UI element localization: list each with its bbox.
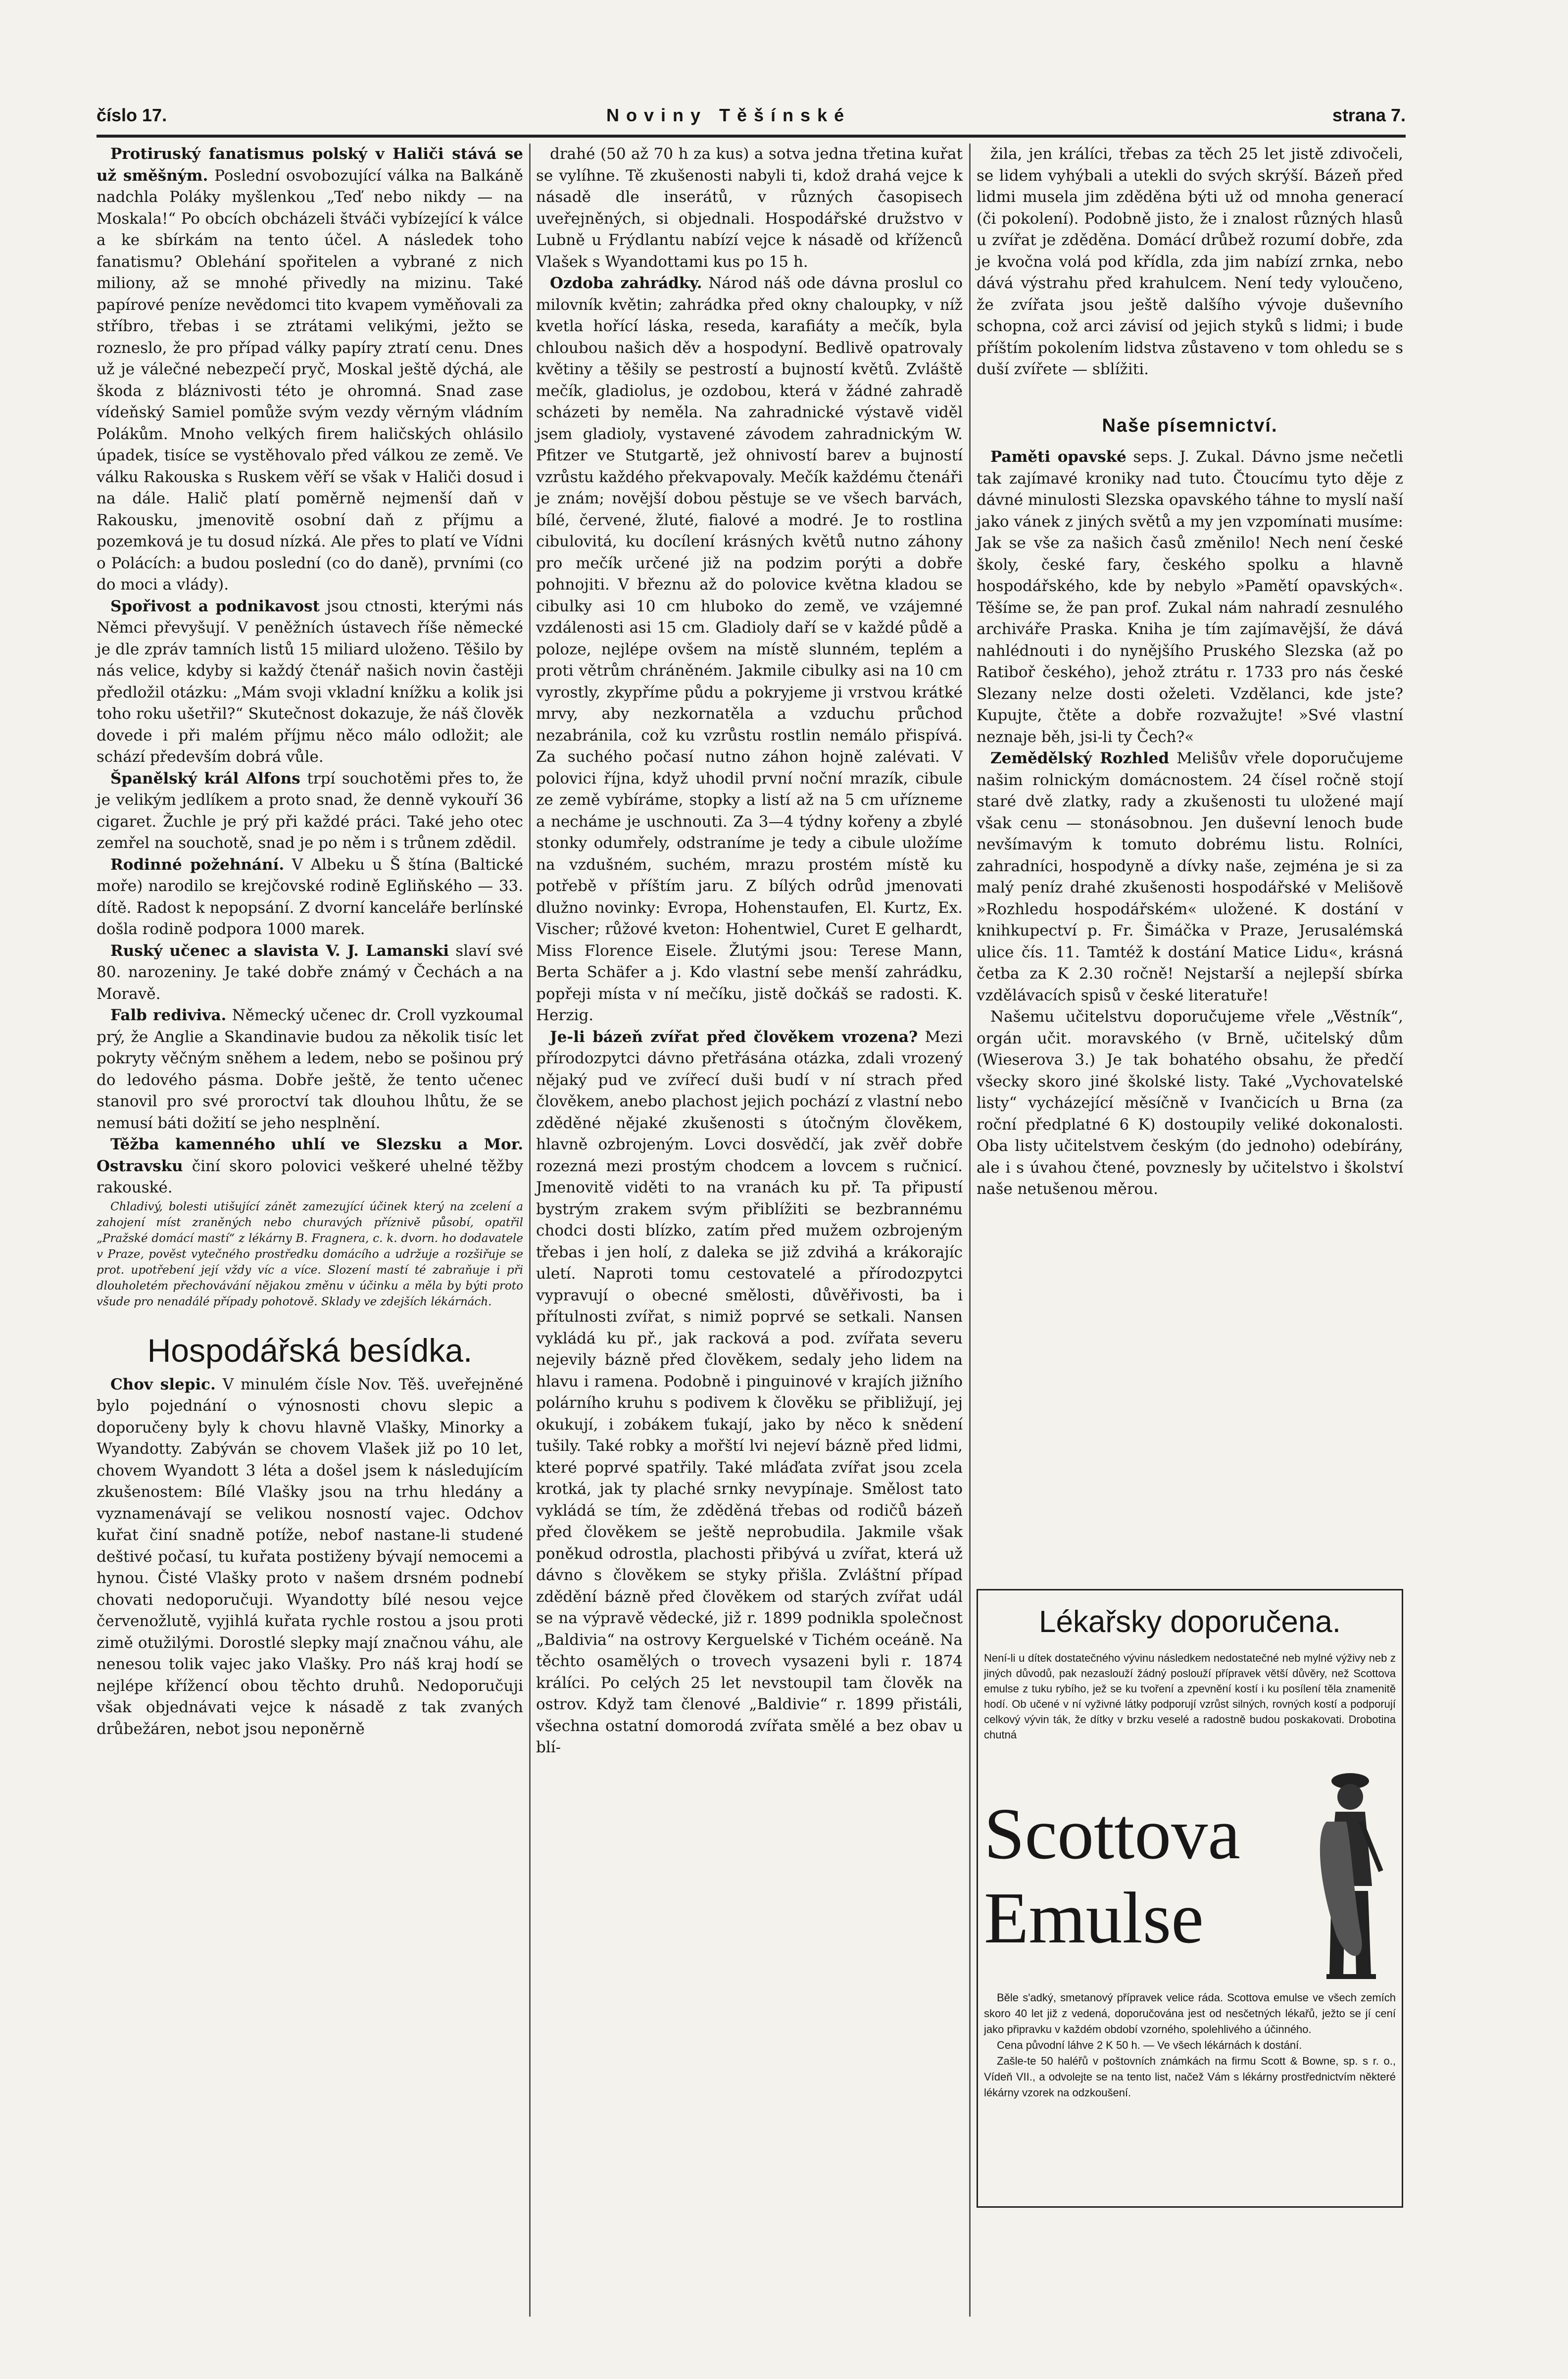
article-text: slaví své 80. narozeniny. Je také dobře známý v Čechách a na Moravě. [97,942,524,1003]
article-text: Melišův vřele doporučujeme našim rolnickým domácnostem. 24 čísel ročně stojí staré dvě zlatky, rady a zkušenosti tu uložené mají však cenu — stonásobnou. Jen duševní lenoch bude nevšímavým k tomuto dobrému listu. Rolníci, zahradníci, hospodyně a dívky naše, zejména je si za malý peníz drahé zkušenosti hospodářské v Melišově »Rozhledu hospodářském« uložené. K dostání v knihkupectví p. Fr. Šimáčka v Praze, Jerusalémská ulice čís. 11. Tamtéž k dostání Matice Lidu«, krásná četba za K 2.30 ročně! Nejstarší a nejlepší sbírka vzdělávacích spisů v české literatuře! [977,749,1403,1004]
article [977,446,1403,748]
header-rule [97,135,1406,138]
article-headline: Ozdoba zahrádky. [550,274,702,292]
article [97,854,523,941]
ad-title: Lékařsky doporučena. [1038,1605,1341,1639]
article [97,768,523,854]
article-headline: Spořivost a podnikavost [110,597,320,615]
article [97,144,523,596]
ad-paragraph: Běle s'adký, smetanový přípravek velice ráda. Scottova emulse ve všech zemích skoro 40 let již z vedená, doporučována jest od nesčetných lékařů, ježto se jí cení jako připravku v každém období vzorného, spolehlivého a účinného. [984,1991,1396,2035]
column-2 [536,144,963,1759]
ad-price: Cena původní láhve 2 K 50 h. — Ve všech lékárnách k dostání. [997,2039,1302,2051]
article [97,1134,523,1199]
advertisement-box [977,1589,1403,2208]
article-text: V Albeku u Š štína (Baltické moře) narodilo se krejčovské rodině Egliňského — 33. dítě. Radost k nepopsání. Z dvorní kanceláře berlínské došla rodině podpora 1000 marek. [97,855,524,938]
article-headline: Rodinné požehnání. [110,855,285,874]
article-text: Mezi přírodozpytci dávno přetřásána otázka, zdali vrozený nějaký pud ve zvířecí duši budí v ní strach před člověkem, anebo plachost jejich pochází z vlastní nebo zděděné nějaké zkušenosti s útočným člověkem, hlavně ozbrojeným. Lovci dosvědčí, jak zvěř dobře rozezná mezi prostým chodcem a lovcem s ručnicí. Jmenovitě viděti to na vranách ku př. Ta připustí bystrým zrakem svým přiblížiti se bezbrannému chodci dosti blízko, zatím před mužem ozbrojeným třebas i jen holí, z daleka se již zdvihá a krákorajíc uletí. Naproti tomu cestovatelé a přírodozpytci vypravují o obecné smělosti, důvěřivosti, ba i přítulnosti zvířat, s nimiž poprvé se setkali. Nansen vykládá ku př., jak racková a pod. zvířata severu nejevily bázně před člověkem, sedaly jeho lidem na hlavu i ramena. Podobně i pinguinové v krajích jižního polárního kruhu s podivem k člověku se přibližují, jej okukují, i zobákem ťukají, jako by něco k snědení tušily. Také robky a mořští lvi nejeví bázně před lidmi, které poprvé spatřily. Také mláďata zvířat jsou zcela krotká, jak ty plaché srnky nevypínaje. Smělost tato vykládá se tím, že zděděná třebas od rodičů bázeň před člověkem se ještě neprobudila. Jakmile však poněkud odrostla, plachosti přibývá u zvířat, která už dávno s člověkem se styky přišla. Zvláštní případ zdědění bázně před člověkem od starých zvířat udál se na výpravě vědecké, již r. 1899 podnikla společnost „Baldivia“ na ostrovy Kerguelské v Tichém oceáně. Na těchto osamělých o trovech vysazeni byli r. 1874 králíci. Po celých 25 let nevstoupil tam člověk na ostrov. Když tam členové „Baldivie“ r. 1899 přistáli, všechna ostatní domorodá zvířata smělé a bez obav u blí- [536,1028,963,1756]
article-text: Německý učenec dr. Croll vyzkoumal prý, že Anglie a Skandinavie budou za několik tisíc let pokryty věčným sněhem a ledem, nebo se pošinou prý do ledového pásma. Dobře ještě, že tento učenec stanovil pro své proroctví tak dlouhou lhůtu, že se nemusí báti dožití se jeho nesplnění. [97,1006,523,1132]
advertorial-note: Chladivý, bolesti utišující zánět zamezující účinek který na zcelení a zahojení míst zraněných nebo churavých příznivě působí, opatřil „Pražské domácí mastí“ z lékárny B. Fragnera, c. k. dvorn. ho dodavatele v Praze, pověst vytečného prostředku domácího a udržuje a rozšiřuje se prot. upotřebení její vždy víc a více. Slození mastí té zabraňuje i při dlouholetém přechovávání nějakou změnu v účinku a měla by býti proto všude pro nenadálé případy pohotově. Sklady ve zdejších lékárnách. [97,1200,523,1308]
page-number: strana 7. [1332,105,1406,125]
article-headline: Paměti opavské [990,448,1127,466]
article [97,1005,523,1134]
issue-number: číslo 17. [97,105,167,125]
article-text: činí skoro polovici veškeré uhelné těžby rakouské. [97,1157,523,1196]
article-text: jsou ctnosti, kterými nás Němci převyšují. V peněžních ústavech říše německé je dle zpráv tamních listů 15 miliard uloženo. Těšilo by nás velice, kdyby si každý čtenář našich novin častěji předložil otázku: „Mám svoji vkladní knížku a kolik jsi toho roku ušetřil?“ Skutečnost dokazuje, že náš člověk dovede i při malém příjmu něco málo odložit; ale schází především dobrá vůle. [97,597,523,766]
ad-product-line: Emulse [984,1878,1204,1959]
article-headline: Těžba kamenného uhlí ve Slezsku a Mor. Ostravsku [97,1136,523,1175]
column-3 [977,144,1403,1200]
article-text: trpí souchotěmi přes to, že je velikým jedlíkem a proto snad, že denně vykouří 36 cigaret. Žuchle je prý při každé práci. Také jeho otec zemřel na souchotě, snad je po něm i s trůnem zdědil. [97,769,523,852]
article-text: Poslední osvobozující válka na Balkáně nadchla Poláky myšlenkou „Teď nebo nikdy — na Moskala!“ Po obcích obcházeli štváči vybízející k válce a ke sbírkám na tento účel. A následek toho fanatismu? Oblehání spořitelen a vybrané z nich miliony, až se mnohé přivedly na mizinu. Také papírové peníze nevědomci tito kvapem vyměňovali za stříbro, třebas i se ztrátami velikými, ježto se rozneslo, že pro případ války papíry ztratí cenu. Dnes už je válečné nebezpečí pryč, Moskal ještě dýchá, ale škoda z bláznivosti této je ohromná. Snad zase vídeňský Samiel pomůže svým vezdy věrným vládním Polákům. Mnoho velkých firem haličských ohlásilo úpadek, tisíce se vystěhovalo před válkou ze země. Ve válku Rakouska s Ruskem věří se však v Haliči dosud i na dále. Halič platí poměrně nejmenší daň v Rakousku, jmenovitě osobní daň z příjmu a pozemková je tu dosud nízká. Ale přes to platí ve Vídni o Polácích: a budou poslední (co do daně), prvními (co do moci a vlády). [97,166,524,594]
article [536,273,963,1027]
ad-body: Není-li u dítek dostatečného vývinu následkem nedostatečné neb mylné výživy neb z jiných důvodů, pak nezaslouží žádný poslouží přípravek větší důvěry, než Scottova emulse z tuku rybího, jež se ku tvoření a zpevnění kostí i ku posílení těla znamenitě hodí. Ob učené v ní vyživné látky podporují vzrůst silných, rovných kostí a podporují celkový vývin ták, že dítky v brzku veselé a radostně budou poskakovati. Drobotina chutná [984,1652,1396,1741]
article-headline: Ruský učenec a slavista V. J. Lamanski [110,942,449,960]
article-headline: Španělský král Alfons [110,769,300,788]
article-continued: žila, jen králíci, třebas za těch 25 let jistě zdivočeli, se lidem vyhýbali a utekli do svých skrýší. Bázeň před lidmi musela jim zděděna býti už od mnoha generací (či pokolení). Podobně jisto, že i znalost různých hlasů u zvířat je zděděna. Domácí drůbež rozumí dobře, zda je kvočna volá pod křídla, zda jim nabízí zrnka, nebo dává výstrahu před krahulcem. Není tedy vyloučeno, že zvířata jsou ještě dalšího vývoje duševního schopna, což arci závisí od jejich styků s lidmi; i bude příštím pokolením lidstva zůstaveno v tom ohledu se s duší zvířete — sblížiti. [977,145,1403,378]
article-headline: Falb rediviva. [110,1006,227,1024]
newspaper-title: Noviny Těšínské [606,105,851,125]
column-divider [529,144,531,2317]
article-text: Národ náš ode dávna proslul co milovník květin; zahrádka před okny chaloupky, v níž kvetla hořící láska, reseda, karafiáty a mečík, byla chloubou našich děv a hospodyní. Bedlivě opatrovaly květiny a těšily se pestrostí a bujností květů. Zvláště mečík, gladiolus, je ozdobou, která v žádné zahradě scházeti by neměla. Na zahradnické výstavě viděl jsem gladioly, vystavené závodem zahradnickým W. Pfitzer ve Stutgartě, jež ohnivostí barev a bujností vzrůstu každého překvapovaly. Mečík každému čtenáři je znám; novější dobou pěstuje se ve všech barvách, bílé, červené, žluté, fialové a modré. Je to rostlina cibulovitá, ku docílení krásných květů nutno záhony pro mečík určené již na podzim porýti a dobře pohnojiti. V březnu až do polovice května kladou se cibulky asi 10 cm hluboko do země, ve vzájemné vzdálenosti asi 15 cm. Gladioly daří se v každé půdě a poloze, nejlépe ovšem na místě slunném, teplém a proti větrům chráněném. Jakmile cibulky asi na 10 cm vyrostly, zkypříme půdu a pokryjeme ji vrstvou krátké mrvy, aby nezkornatěla a vzduchu průchod nezabránila, což ku vzrůstu rostlin nemálo přispívá. Za suchého počasí nutno záhon hojně zalévati. V polovici října, když uhodil první noční mrazík, cibule ze země vybíráme, stopky a listí až na 5 cm uřízneme a necháme je uschnouti. Za 3—4 týdny kořeny a zbylé stonky odumřely, odstraníme je tedy a cibule uložíme na vzdušném, suchém, mrazu prostém místě ku potřebě v příštím jaru. Z bílých odrůd jmenovati dlužno novinky: Evropa, Hohenstaufen, El. Kurtz, Ex. Vischer; růžové kveton: Hohentwiel, Curet E gelhardt, Miss Florence Eisele. Žlutými jsou: Terese Mann, Berta Schäfer a j. Kdo vlastní sebe menší zahrádku, popřeji místa v ní mečíku, jistě dočkáš se radosti. K. Herzig. [536,274,963,1024]
section-title: Hospodářská besídka. [147,1332,473,1369]
article-continued: drahé (50 až 70 h za kus) a sotva jedna třetina kuřat se vylíhne. Tě zkušenosti nabyli ti, kdož drahá vejce k násadě dle inserátů, v různých časopisech uveřejněných, si objednali. Hospodářské družstvo v Lubně u Frýdlantu nabízí vejce k násadě od kříženců Vlašek s Wyandottami kus po 15 h. [536,145,963,271]
ad-sample-offer: Zašle-te 50 haléřů v poštovních známkách na firmu Scott & Bowne, sp. s r. o., Vídeň VII., a odvolejte se na tento list, načež Vám s lékárny prostřednictvím některé lékárny vzorek na odzkoušení. [984,2055,1396,2099]
fisherman-with-fish-icon [1307,1757,1391,1985]
newspaper-page [97,94,1406,2322]
ad-text-block [984,1990,1396,2101]
column-1 [97,144,523,1740]
column-divider [969,144,971,2317]
article-headline: Protiruský fanatismus polský v Haliči stává se už směšným. [97,145,523,185]
article-headline: Zemědělský Rozhled [990,749,1169,767]
article [536,1027,963,1759]
article-text: V minulém čísle Nov. Těš. uveřejněné bylo pojednání o výnosnosti chovu slepic a doporučeny byly k chovu hlavně Vlašky, Minorky a Wyandotty. Zabýván se chovem Vlašek již po 10 let, chovem Wyandott 3 léta a došel jsem k následujícím zkušenostem: Bílé Vlašky jsou na trhu hledány a vyznamenávají se velikou nosností vajec. Odchov kuřat činí snadně potíže, nebof nastane-li studené deštivé počasí, tu kuřata postiženy bývají nemocemi a hynou. Čisté Vlašky proto v našem drsném podnebí chovati nedoporučuji. Wyandotty bílé nesou vejce červenožlutě, vyjihlá kuřata rychle rostou a jsou proti zimě otužilými. Dorostlé slepky mají značnou váhu, ale nenesou tolik vajec jako Vlašky. Pro náš kraj hodí se nejlépe křížencí obou těchto druhů. Nedoporučuji však objednávati vejce k násadě z tak zvaných drůbežáren, nebot jsou neponěrně [97,1375,524,1738]
article [97,596,523,768]
ad-product-line: Scottova [984,1793,1240,1875]
article: Našemu učitelstvu doporučujeme vřele „Věstník“, orgán učit. moravského (v Brně, učitelský dům (Wieserova 3.) Je tak bohatého obsahu, že předčí všecky skoro jiné školské listy. Také „Vychovatelské listy“ vycházející měsíčně v Ivančicích u Brna (za roční předplatné 6 K) dostoupily veliké dokonalosti. Oba listy učitelstvem českým (do jednoho) odebírány, ale i s úvahou čtené, povznesly by učitelstvo i školství naše netušenou měrou. [977,1008,1403,1198]
article [97,1374,523,1740]
section-title: Naše písemnictví. [1102,415,1278,436]
article-text: seps. J. Zukal. Dávno jsme nečetli tak zajímavé kroniky nad tuto. Čtoucímu tyto děje z dávné minulosti Slezska opavského táhne to myslí naší jako vánek z jiných světů a my jen vzpomínati musíme: Jak se vše za našich časů změnilo! Nech není české školy, české fary, českého spolku a hlavně hospodářského, kde by nebylo »Pamětí opavských«. Těšíme se, že pan prof. Zukal nám nahradí zesnulého archiváře Praska. Kniha je tím zajímavější, že dává nahlédnouti i do nynějšího Pruského Slezska (až po Ratiboř českého), jehož ztrátu r. 1733 pro nás české Slezany nelze dosti oželeti. Vzdělanci, kde jste? Kupujte, čtěte a dobře rozvažujte! »Své vlastní neznaje běh, jsi-li ty Čech?« [977,448,1404,746]
article-headline: Je-li bázeň zvířat před člověkem vrozena? [550,1028,918,1046]
ad-product-name [984,1792,1240,1960]
article-headline: Chov slepic. [110,1375,216,1393]
article [977,748,1403,1006]
page-header [97,94,1406,124]
ad-product-row [984,1757,1396,1990]
article [97,941,523,1005]
